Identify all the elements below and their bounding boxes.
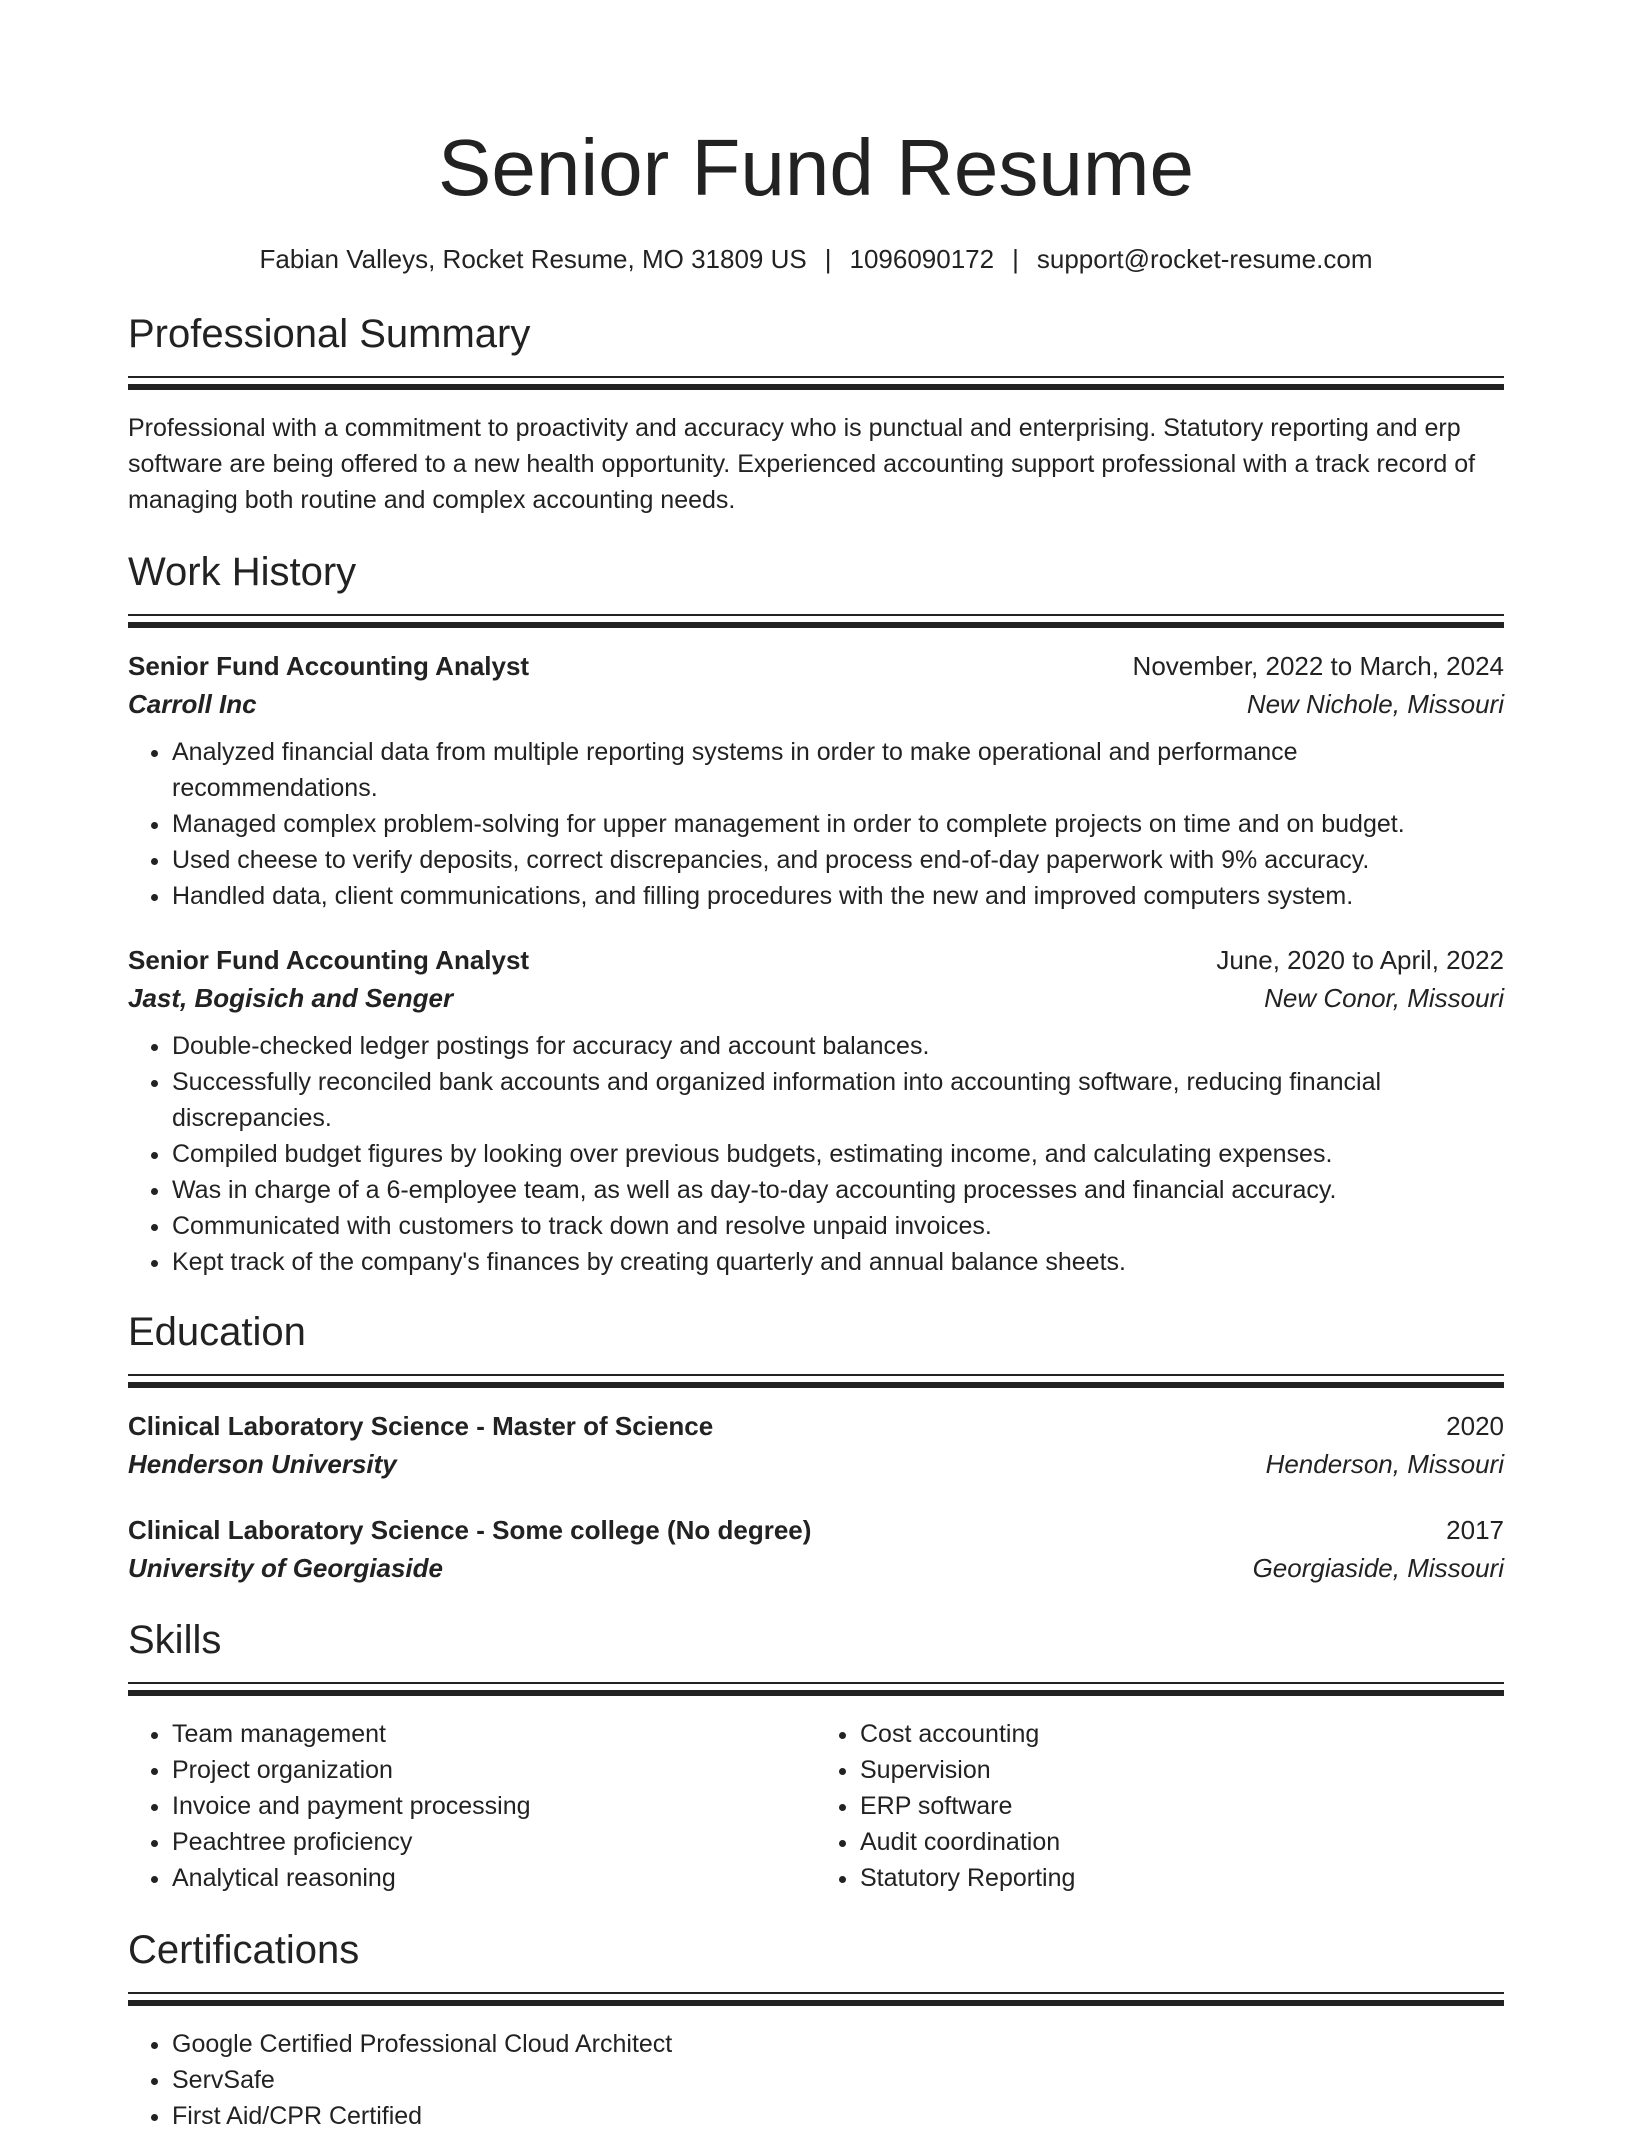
education-entry xyxy=(128,1512,1504,1588)
skill-item: • Peachtree proficiency xyxy=(172,1824,816,1860)
job-bullets xyxy=(128,1028,1504,1280)
job-bullet: • Kept track of the company's finances by creating quarterly and annual balance sheets. xyxy=(172,1244,1504,1280)
section-divider xyxy=(128,1992,1504,2006)
certifications-section xyxy=(128,1926,1504,2134)
job-location: New Nichole, Missouri xyxy=(1246,689,1504,719)
section-heading-certifications: Certifications xyxy=(128,1928,360,1972)
section-divider xyxy=(128,1374,1504,1388)
job-dates: November, 2022 to March, 2024 xyxy=(1132,651,1504,681)
contact-separator: | xyxy=(1012,244,1019,274)
job-title: Senior Fund Accounting Analyst xyxy=(128,651,530,681)
skill-item: • Statutory Reporting xyxy=(860,1860,1504,1896)
section-divider xyxy=(128,1682,1504,1696)
summary-section xyxy=(128,310,1504,518)
education-year: 2017 xyxy=(1446,1515,1504,1545)
job-bullet: • Compiled budget figures by looking over previous budgets, estimating income, and calculating expenses. xyxy=(172,1136,1504,1172)
contact-phone: 1096090172 xyxy=(849,244,995,274)
job-company: Carroll Inc xyxy=(128,689,257,719)
skill-item: • Audit coordination xyxy=(860,1824,1504,1860)
skill-item: • Supervision xyxy=(860,1752,1504,1788)
certification-item: • First Aid/CPR Certified xyxy=(172,2098,1504,2134)
job-bullet: • Used cheese to verify deposits, correct discrepancies, and process end-of-day paperwork with 9% accuracy. xyxy=(172,842,1504,878)
education-school: University of Georgiaside xyxy=(128,1553,443,1583)
certification-item: • Google Certified Professional Cloud Architect xyxy=(172,2026,1504,2062)
skills-column-right xyxy=(816,1716,1504,1896)
job-bullet: • Was in charge of a 6-employee team, as well as day-to-day accounting processes and financial accuracy. xyxy=(172,1172,1504,1208)
skill-item: • Analytical reasoning xyxy=(172,1860,816,1896)
skill-item: • ERP software xyxy=(860,1788,1504,1824)
certification-item: • ServSafe xyxy=(172,2062,1504,2098)
job-bullet: • Successfully reconciled bank accounts and organized information into accounting software, reducing financial discrepancies. xyxy=(172,1064,1504,1136)
summary-text: Professional with a commitment to proactivity and accuracy who is punctual and enterprising. Statutory reporting and erp software are being offered to a new health opportunity. Experienced accounting support professional with a track record of managing both routine and complex accounting needs. xyxy=(128,414,1476,514)
job-bullets xyxy=(128,734,1504,914)
job-company: Jast, Bogisich and Senger xyxy=(128,983,454,1013)
job-title: Senior Fund Accounting Analyst xyxy=(128,945,530,975)
skills-grid xyxy=(128,1716,1504,1896)
job-entry xyxy=(128,942,1504,1280)
section-divider xyxy=(128,614,1504,628)
education-section xyxy=(128,1308,1504,1588)
resume-title: Senior Fund Resume xyxy=(438,123,1194,212)
skill-item: • Project organization xyxy=(172,1752,816,1788)
job-bullet: • Communicated with customers to track down and resolve unpaid invoices. xyxy=(172,1208,1504,1244)
section-heading-skills: Skills xyxy=(128,1618,222,1662)
contact-address: Fabian Valleys, Rocket Resume, MO 31809 US xyxy=(259,244,807,274)
education-degree: Clinical Laboratory Science - Master of Science xyxy=(128,1411,714,1441)
contact-separator: | xyxy=(824,244,832,274)
certifications-list xyxy=(128,2026,1504,2134)
skill-item: • Team management xyxy=(172,1716,816,1752)
contact-email[interactable]: support@rocket-resume.com xyxy=(1036,244,1373,274)
job-entry xyxy=(128,648,1504,914)
section-divider xyxy=(128,376,1504,390)
job-bullet: • Managed complex problem-solving for upper management in order to complete projects on time and on budget. xyxy=(172,806,1504,842)
education-degree: Clinical Laboratory Science - Some college (No degree) xyxy=(128,1515,812,1545)
job-location: New Conor, Missouri xyxy=(1264,983,1504,1013)
section-heading-summary: Professional Summary xyxy=(128,312,531,356)
job-bullet: • Double-checked ledger postings for accuracy and account balances. xyxy=(172,1028,1504,1064)
skills-column-left xyxy=(128,1716,816,1896)
job-bullet: • Analyzed financial data from multiple reporting systems in order to make operational and performance recommendations. xyxy=(172,734,1504,806)
job-bullet: • Handled data, client communications, and filling procedures with the new and improved computers system. xyxy=(172,878,1504,914)
education-location: Georgiaside, Missouri xyxy=(1252,1553,1504,1583)
section-heading-education: Education xyxy=(128,1310,306,1354)
skill-item: • Invoice and payment processing xyxy=(172,1788,816,1824)
section-heading-work: Work History xyxy=(128,550,357,594)
work-history-section xyxy=(128,548,1504,1280)
education-entry xyxy=(128,1408,1504,1484)
contact-line xyxy=(128,242,1504,276)
education-school: Henderson University xyxy=(128,1449,397,1479)
education-location: Henderson, Missouri xyxy=(1265,1449,1504,1479)
education-year: 2020 xyxy=(1446,1411,1504,1441)
skill-item: • Cost accounting xyxy=(860,1716,1504,1752)
skills-section xyxy=(128,1616,1504,1896)
job-dates: June, 2020 to April, 2022 xyxy=(1216,945,1504,975)
